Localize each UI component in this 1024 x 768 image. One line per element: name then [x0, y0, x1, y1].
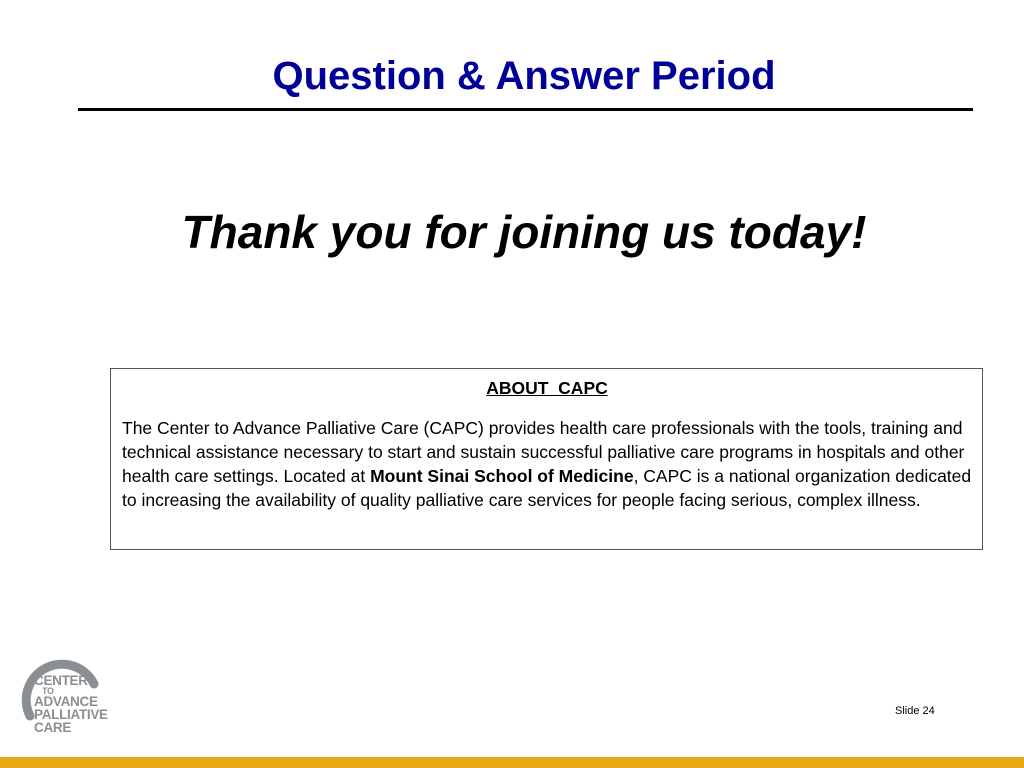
- about-text-part2: , CAPC is a national organization dedicated to increasing the availability of quality palliative care services for people facing serious, complex illness.: [122, 466, 972, 510]
- about-text-institution: Mount Sinai School of Medicine: [370, 466, 634, 486]
- logo-line-care: CARE: [34, 720, 72, 735]
- title-divider: [78, 108, 973, 111]
- thank-you-message: Thank you for joining us today!: [181, 206, 867, 258]
- capc-logo: [20, 654, 120, 734]
- logo-line-palliative: PALLIATIVE: [34, 707, 108, 722]
- logo-line-advance: ADVANCE: [34, 694, 98, 709]
- logo-line-center: CENTER: [34, 673, 88, 688]
- about-capc-box: [110, 368, 983, 550]
- about-heading: ABOUT CAPC: [486, 378, 608, 398]
- logo-line-to: TO: [42, 686, 54, 696]
- slide-number: Slide 24: [895, 705, 935, 717]
- bottom-accent-bar: [0, 757, 1024, 768]
- slide-title: Question & Answer Period: [272, 54, 776, 98]
- about-text-part1: The Center to Advance Palliative Care (CAPC) provides health care professionals with the tools, training and technical assistance necessary to start and sustain successful palliative care programs in hospitals and other health care settings. Located at: [122, 418, 965, 486]
- about-description: [122, 416, 972, 512]
- logo-wordmark: [34, 674, 108, 734]
